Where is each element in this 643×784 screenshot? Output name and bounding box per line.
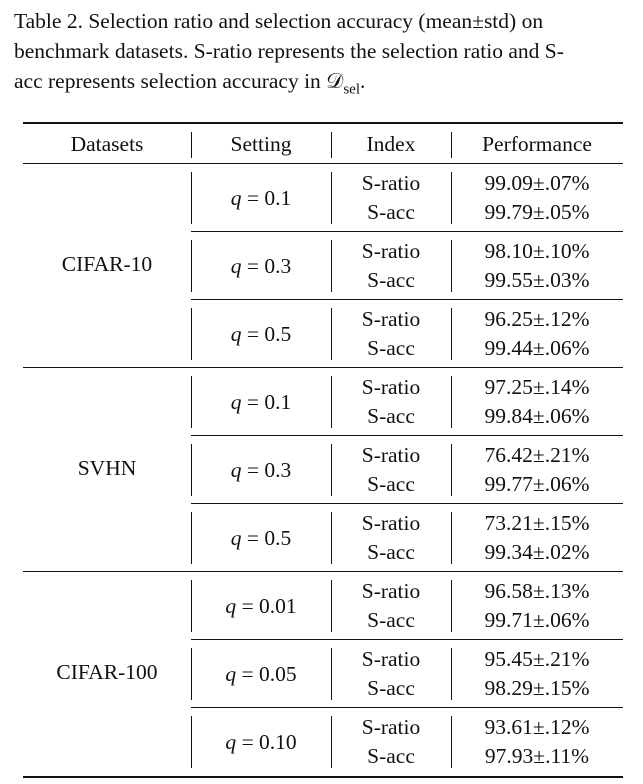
- setting-variable: q: [225, 662, 237, 686]
- index-cell: S-acc: [367, 744, 415, 768]
- performance-cell: 99.79±.05%: [484, 200, 590, 224]
- row-vsep: [191, 512, 192, 564]
- row-vsep: [331, 240, 332, 292]
- caption-line-3: [14, 66, 642, 104]
- performance-cell: 95.45±.21%: [484, 647, 590, 671]
- caption-line-2: benchmark datasets. S-ratio represents the selection ratio and S-: [14, 39, 564, 63]
- performance-cell: 93.61±.12%: [484, 715, 590, 739]
- row-vsep: [451, 240, 452, 292]
- index-cell: S-ratio: [361, 239, 421, 263]
- row-vsep: [191, 240, 192, 292]
- row-separator: [191, 707, 623, 708]
- setting-value: 0.05: [259, 662, 297, 686]
- setting-variable: q: [225, 594, 237, 618]
- index-cell: S-acc: [367, 608, 415, 632]
- setting-variable: q: [230, 322, 242, 346]
- index-cell: S-acc: [367, 268, 415, 292]
- row-vsep: [331, 580, 332, 632]
- top-rule: [23, 122, 623, 124]
- index-cell: S-acc: [367, 472, 415, 496]
- setting-value: 0.1: [264, 186, 292, 210]
- setting-cell: [191, 184, 331, 212]
- index-cell: S-ratio: [361, 307, 421, 331]
- index-cell: S-ratio: [361, 579, 421, 603]
- row-vsep: [451, 512, 452, 564]
- setting-equals: =: [241, 390, 265, 414]
- setting-equals: =: [241, 526, 265, 550]
- setting-cell: [191, 388, 331, 416]
- setting-value: 0.10: [259, 730, 297, 754]
- setting-cell: [191, 320, 331, 348]
- row-vsep: [451, 648, 452, 700]
- row-vsep: [331, 376, 332, 428]
- dataset-name: CIFAR-100: [56, 660, 158, 684]
- setting-value: 0.5: [264, 526, 292, 550]
- performance-cell: 98.10±.10%: [484, 239, 590, 263]
- index-cell: S-acc: [367, 200, 415, 224]
- row-vsep: [331, 172, 332, 224]
- performance-cell: 97.93±.11%: [484, 744, 590, 768]
- index-cell: S-ratio: [361, 443, 421, 467]
- row-separator: [191, 639, 623, 640]
- row-vsep: [191, 716, 192, 768]
- header-datasets: Datasets: [70, 132, 144, 156]
- row-vsep: [191, 648, 192, 700]
- header-vsep: [331, 132, 332, 158]
- caption-subscript: sel: [343, 81, 360, 98]
- performance-cell: 76.42±.21%: [484, 443, 590, 467]
- setting-equals: =: [241, 458, 265, 482]
- index-cell: S-ratio: [361, 375, 421, 399]
- header-vsep: [191, 132, 192, 158]
- bottom-rule: [23, 776, 623, 778]
- row-vsep: [331, 716, 332, 768]
- row-vsep: [331, 308, 332, 360]
- row-vsep: [191, 308, 192, 360]
- row-vsep: [331, 444, 332, 496]
- performance-cell: 97.25±.14%: [484, 375, 590, 399]
- row-vsep: [331, 648, 332, 700]
- setting-cell: [191, 252, 331, 280]
- row-vsep: [451, 172, 452, 224]
- caption-line-1: Table 2. Selection ratio and selection accuracy (mean±std) on: [14, 9, 544, 33]
- performance-cell: 73.21±.15%: [484, 511, 590, 535]
- performance-cell: 99.09±.07%: [484, 171, 590, 195]
- setting-cell: [191, 592, 331, 620]
- setting-equals: =: [241, 254, 265, 278]
- setting-value: 0.3: [264, 458, 292, 482]
- performance-cell: 99.71±.06%: [484, 608, 590, 632]
- setting-equals: =: [236, 594, 259, 618]
- setting-variable: q: [225, 730, 237, 754]
- row-vsep: [451, 716, 452, 768]
- performance-cell: 99.55±.03%: [484, 268, 590, 292]
- header-vsep: [451, 132, 452, 158]
- caption-line-3-text: acc represents selection accuracy in 𝒟: [14, 69, 344, 93]
- setting-value: 0.3: [264, 254, 292, 278]
- setting-equals: =: [236, 662, 259, 686]
- index-cell: S-ratio: [361, 647, 421, 671]
- performance-cell: 99.77±.06%: [484, 472, 590, 496]
- header-setting: Setting: [230, 132, 292, 156]
- setting-variable: q: [230, 526, 242, 550]
- group-separator: [23, 367, 623, 368]
- header-performance: Performance: [482, 132, 592, 156]
- row-vsep: [451, 444, 452, 496]
- header-rule: [23, 163, 623, 164]
- setting-variable: q: [230, 390, 242, 414]
- setting-value: 0.1: [264, 390, 292, 414]
- setting-value: 0.5: [264, 322, 292, 346]
- header-index: Index: [366, 132, 416, 156]
- performance-cell: 96.25±.12%: [484, 307, 590, 331]
- performance-cell: 96.58±.13%: [484, 579, 590, 603]
- setting-equals: =: [236, 730, 259, 754]
- performance-cell: 99.44±.06%: [484, 336, 590, 360]
- index-cell: S-ratio: [361, 511, 421, 535]
- row-separator: [191, 503, 623, 504]
- row-vsep: [191, 376, 192, 428]
- row-separator: [191, 299, 623, 300]
- setting-cell: [191, 524, 331, 552]
- index-cell: S-ratio: [361, 171, 421, 195]
- index-cell: S-acc: [367, 336, 415, 360]
- setting-variable: q: [230, 458, 242, 482]
- setting-cell: [191, 456, 331, 484]
- group-separator: [23, 571, 623, 572]
- table-caption: [14, 6, 642, 104]
- row-separator: [191, 435, 623, 436]
- index-cell: S-acc: [367, 540, 415, 564]
- setting-variable: q: [230, 186, 242, 210]
- index-cell: S-ratio: [361, 715, 421, 739]
- setting-equals: =: [241, 186, 265, 210]
- performance-cell: 99.84±.06%: [484, 404, 590, 428]
- row-vsep: [191, 172, 192, 224]
- caption-end: .: [360, 69, 366, 93]
- performance-cell: 99.34±.02%: [484, 540, 590, 564]
- index-cell: S-acc: [367, 676, 415, 700]
- setting-value: 0.01: [259, 594, 297, 618]
- row-separator: [191, 231, 623, 232]
- row-vsep: [451, 580, 452, 632]
- row-vsep: [191, 444, 192, 496]
- index-cell: S-acc: [367, 404, 415, 428]
- performance-cell: 98.29±.15%: [484, 676, 590, 700]
- dataset-name: SVHN: [77, 456, 137, 480]
- row-vsep: [451, 308, 452, 360]
- setting-cell: [191, 728, 331, 756]
- setting-variable: q: [230, 254, 242, 278]
- setting-equals: =: [241, 322, 265, 346]
- row-vsep: [331, 512, 332, 564]
- dataset-name: CIFAR-10: [61, 252, 153, 276]
- setting-cell: [191, 660, 331, 688]
- row-vsep: [451, 376, 452, 428]
- row-vsep: [191, 580, 192, 632]
